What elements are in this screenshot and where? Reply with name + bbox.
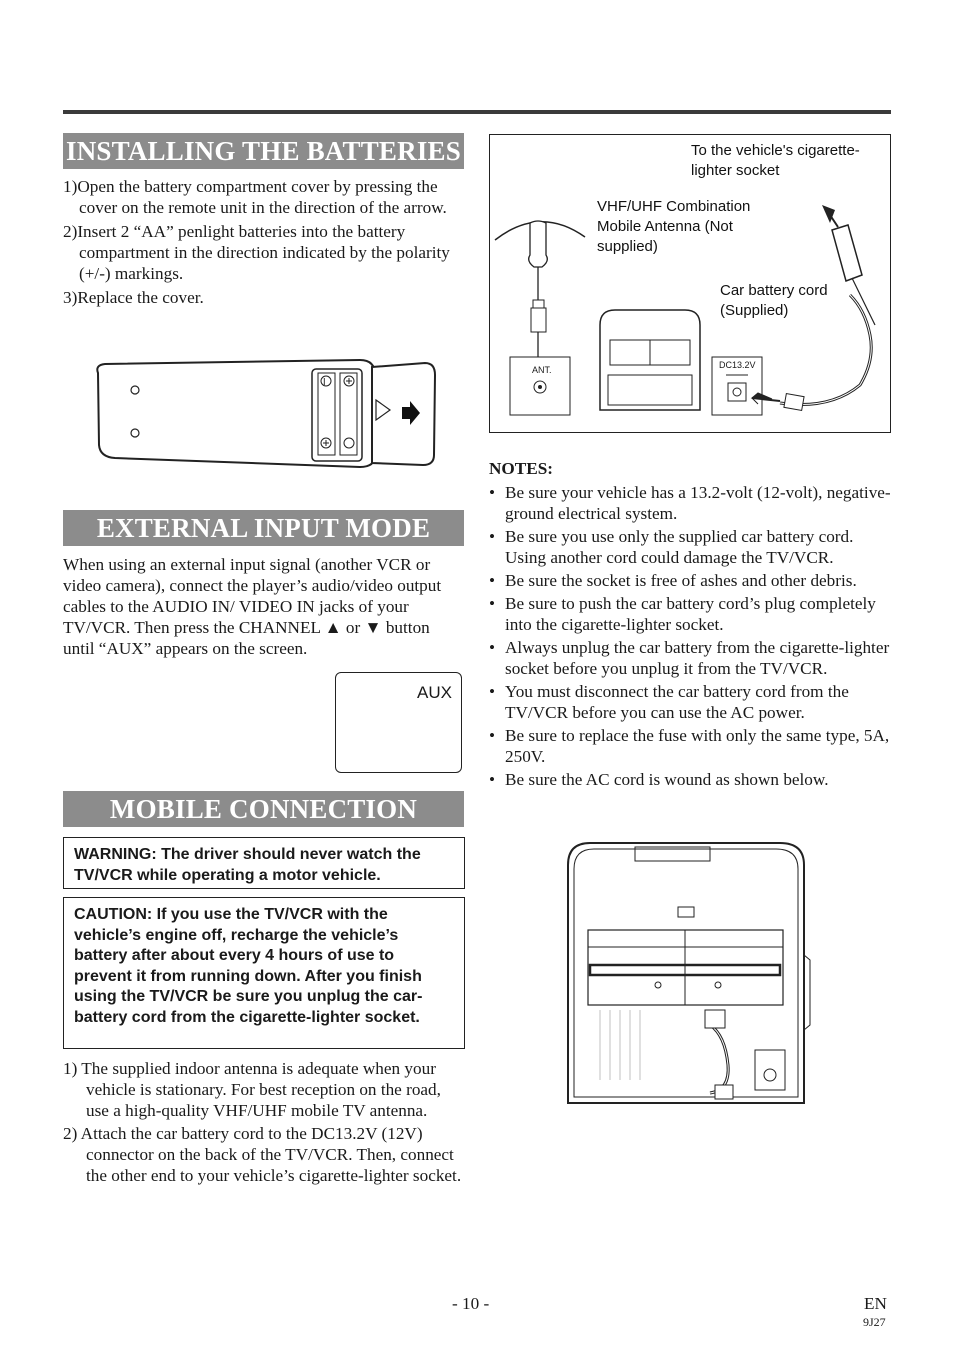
mobile-step: 2) Attach the car battery cord to the DC13.2V (12V) connector on the back of the TV/VCR. Then, connect the other end to your vehicle’s cigarette-lighter socket.: [63, 1124, 462, 1185]
note-item: • Always unplug the car battery from the cigarette-lighter socket before you unplug it from the TV/VCR.: [489, 637, 893, 679]
notes-title: NOTES:: [489, 459, 553, 478]
label-ant: ANT.: [532, 365, 552, 375]
note-item: • Be sure to push the car battery cord’s plug completely into the cigarette-lighter socket.: [489, 593, 893, 635]
connection-diagram: [489, 134, 891, 433]
label-socket: To the vehicle's cigarette-lighter socket: [691, 142, 860, 179]
note-item: • You must disconnect the car battery cord from the TV/VCR before you can use the AC power.: [489, 681, 893, 723]
note-item: • Be sure the AC cord is wound as shown below.: [489, 769, 893, 790]
tv-screen-illustration: [335, 672, 462, 773]
note-item: • Be sure you use only the supplied car battery cord. Using another cord could damage the TV/VCR.: [489, 526, 893, 568]
heading-mobile-connection: MOBILE CONNECTION: [63, 791, 464, 827]
tv-back-cord-illustration: [560, 835, 815, 1115]
label-dc: DC13.2V: [719, 360, 756, 370]
mobile-steps: [63, 1058, 465, 1188]
mobile-step: 1) The supplied indoor antenna is adequate when your vehicle is stationary. For best reception on the road, use a high-quality VHF/UHF mobile TV antenna.: [63, 1059, 441, 1120]
doc-code: 9J27: [863, 1315, 886, 1329]
note-item: • Be sure your vehicle has a 13.2-volt (12-volt), negative-ground electrical system.: [489, 482, 893, 524]
note-item: • Be sure to replace the fuse with only the same type, 5A, 250V.: [489, 725, 893, 767]
external-input-body: When using an external input signal (another VCR or video camera), connect the player’s audio/video output cables to the AUDIO IN/ VIDEO IN jacks of your TV/VCR. Then press the CHANNEL ▲ or ▼ button until “AUX” appears on the screen.: [63, 555, 442, 658]
heading-installing-batteries: INSTALLING THE BATTERIES: [63, 133, 464, 169]
warning-box: WARNING: The driver should never watch the TV/VCR while operating a motor vehicle.: [63, 837, 465, 889]
battery-steps: [63, 176, 463, 311]
notes: [489, 458, 893, 792]
battery-step: 3)Replace the cover.: [63, 288, 204, 307]
battery-step: 1)Open the battery compartment cover by pressing the cover on the remote unit in the direction of the arrow.: [63, 177, 447, 217]
notes-list: [489, 482, 893, 790]
svg-text:l: l: [323, 378, 326, 388]
battery-step: 2)Insert 2 “AA” penlight batteries into the battery compartment in the direction indicated by the polarity (+/-) markings.: [63, 222, 450, 283]
note-item: • Be sure the socket is free of ashes and other debris.: [489, 570, 893, 591]
remote-battery-illustration: [90, 355, 440, 475]
caution-box: CAUTION: If you use the TV/VCR with the vehicle’s engine off, recharge the vehicle’s battery after about every 4 hours of use to prevent it from running down. After you finish using the TV/VCR be sure you unplug the car-battery cord from the cigarette-lighter socket.: [63, 897, 465, 1049]
top-rule: [63, 110, 891, 114]
label-antenna: VHF/UHF Combination Mobile Antenna (Not supplied): [597, 198, 751, 255]
page-number: - 10 -: [452, 1294, 490, 1313]
diagram-drawing: [490, 135, 890, 432]
label-cord: Car battery cord (Supplied): [720, 282, 828, 319]
language-code: EN: [864, 1294, 887, 1313]
aux-label: AUX: [417, 683, 452, 702]
heading-external-input: EXTERNAL INPUT MODE: [63, 510, 464, 546]
